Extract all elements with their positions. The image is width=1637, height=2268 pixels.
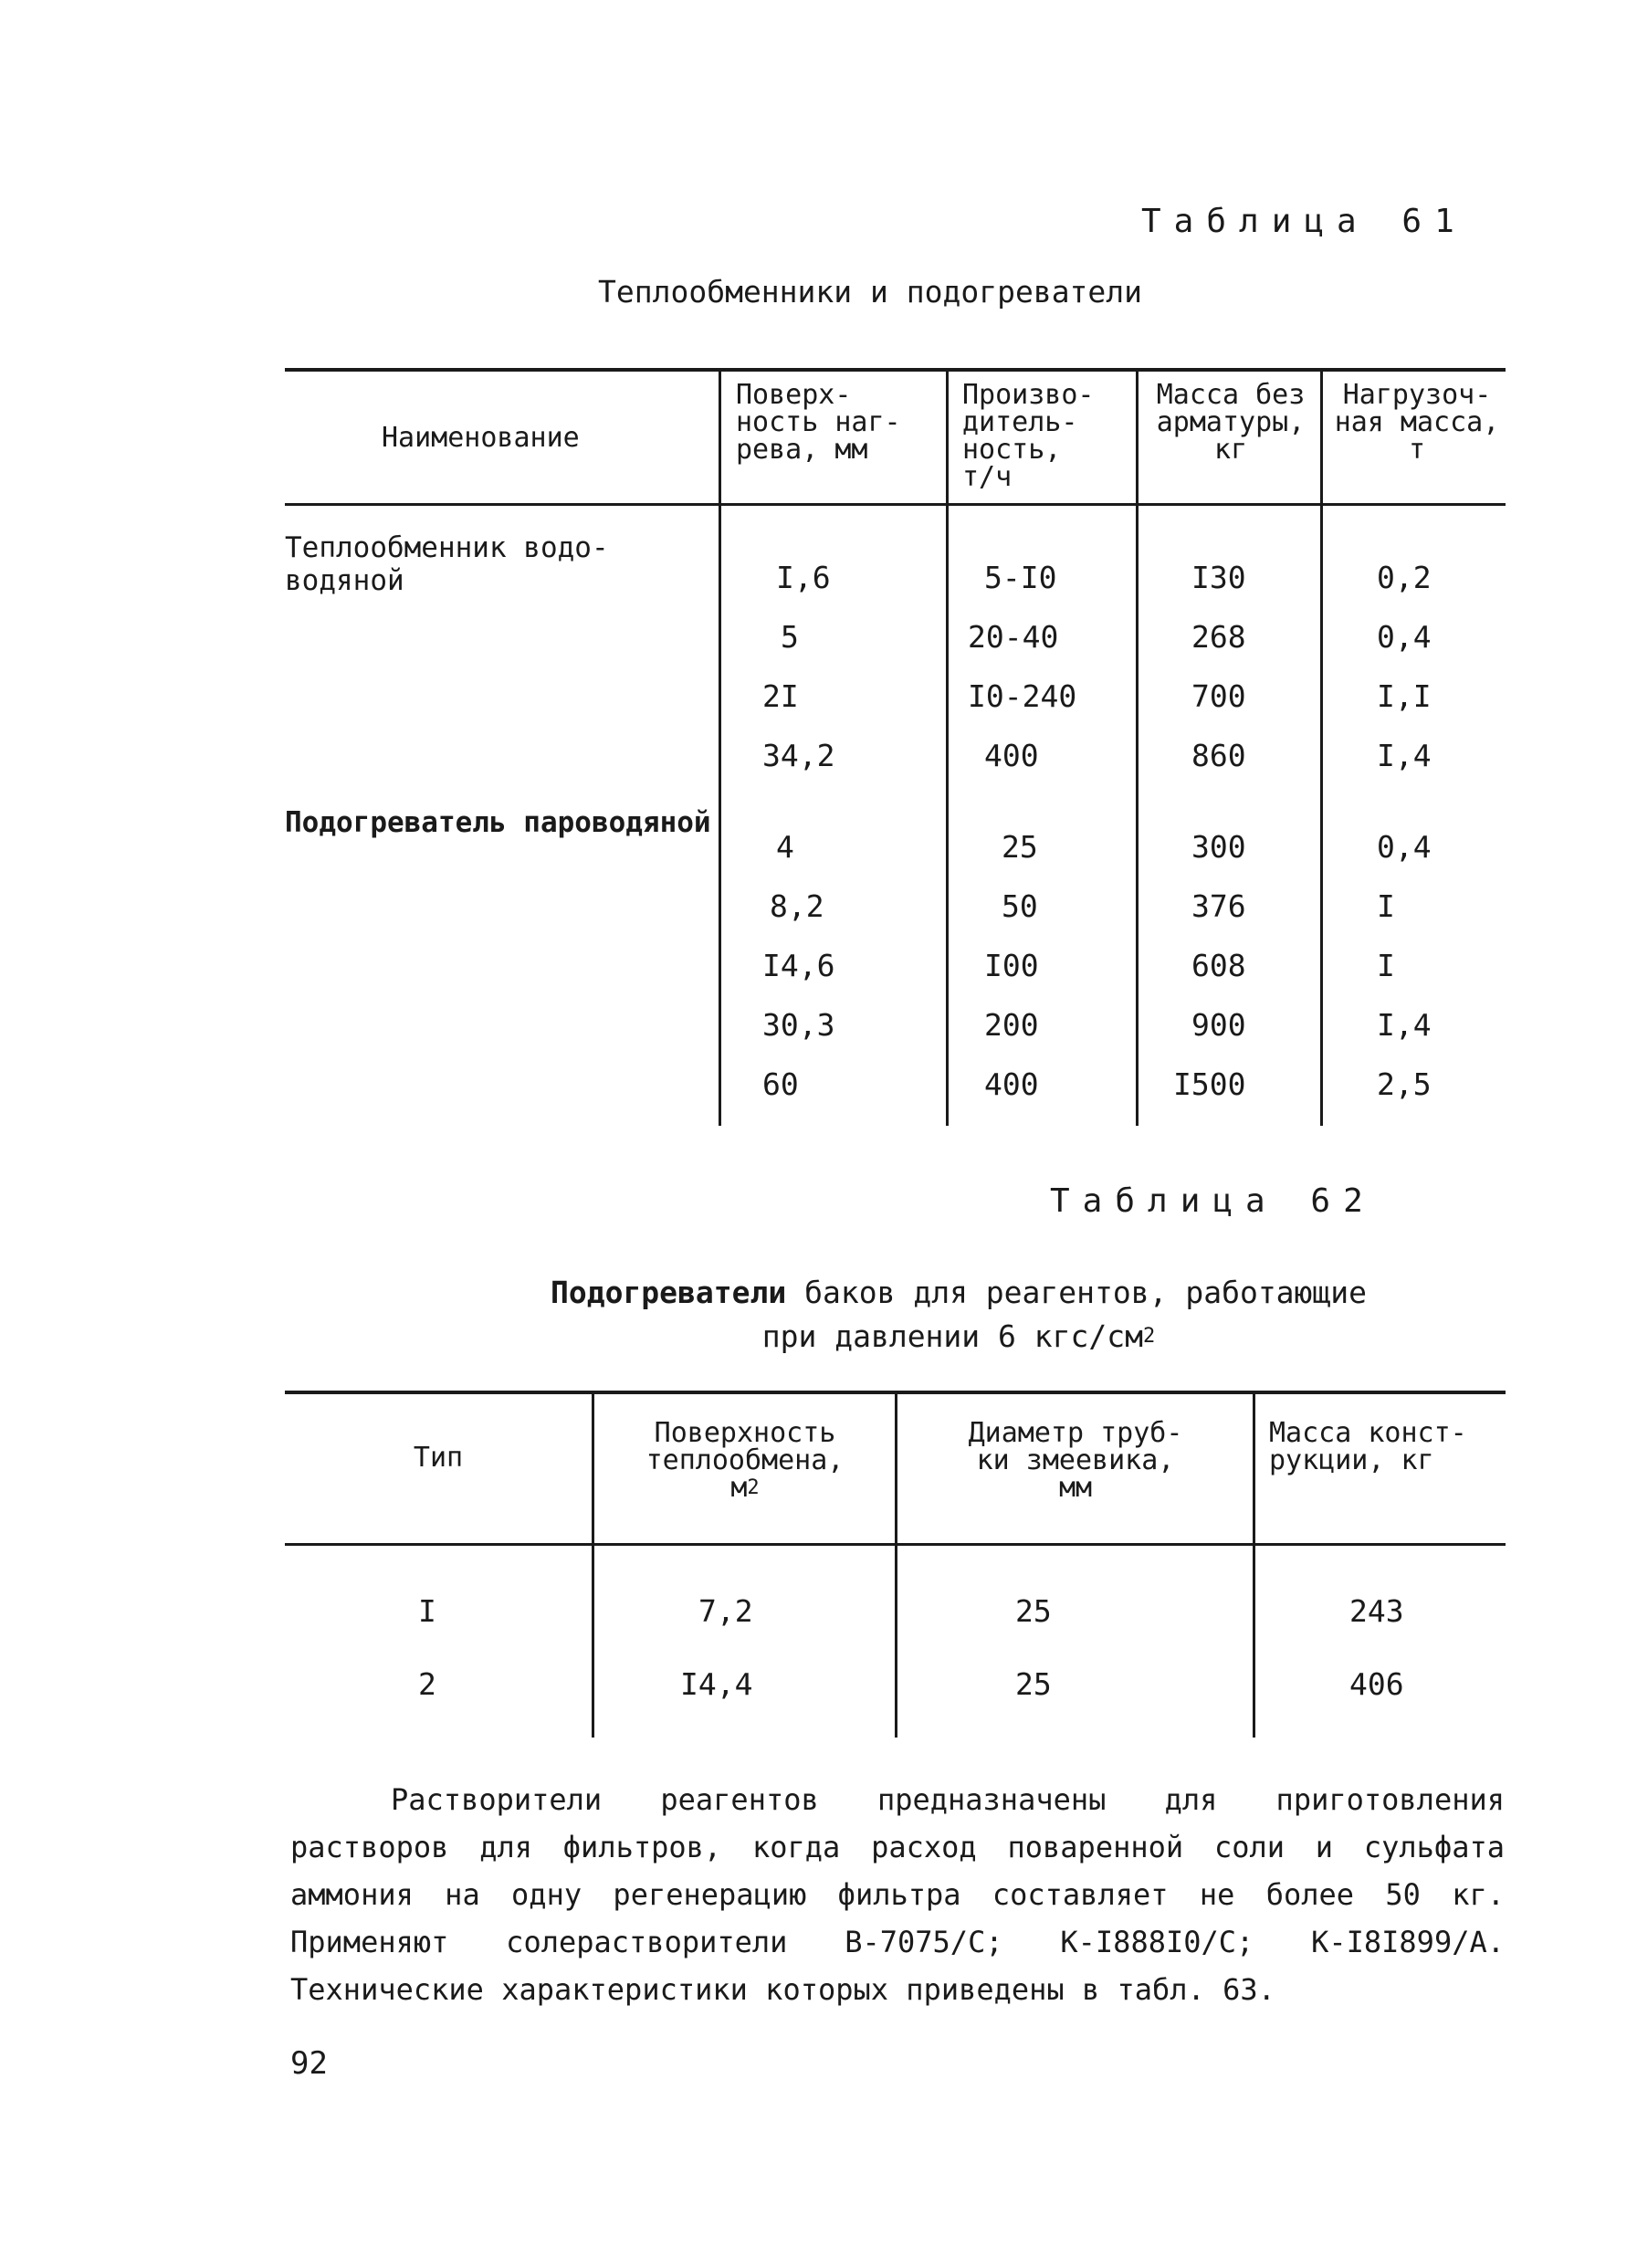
table-61-cell: 608 (1191, 948, 1246, 983)
table-61-cell: I4,6 (762, 948, 835, 983)
table-61-cell: 900 (1191, 1007, 1246, 1043)
table-61-cell: 0,4 (1377, 619, 1432, 655)
table-61-header-load: Нагрузоч- ная масса, т (1334, 379, 1500, 466)
table-61-cell: 30,3 (762, 1007, 835, 1043)
table-61-cell: 5 (781, 619, 799, 655)
table-62-title (411, 1271, 1506, 1359)
table-61-cell: 0,4 (1377, 829, 1432, 865)
table-62-cell: 2 (418, 1666, 436, 1702)
table-62-title-rest: баков для реагентов, работающие (804, 1275, 1368, 1310)
table-62-cell: I (418, 1593, 436, 1629)
table-61-cell: 20-40 (968, 619, 1059, 655)
table-62-cell: I4,4 (680, 1666, 753, 1702)
table-61-cell: 50 (1002, 888, 1038, 924)
table-61-cell: 400 (984, 738, 1039, 773)
table-61-header-mass: Масса без арматуры, кг (1156, 379, 1306, 466)
table-61-col-divider (946, 368, 949, 1126)
table-62-col-divider (1253, 1391, 1255, 1738)
table-61-header-name: Наименование (382, 422, 580, 454)
table-61-cell: 200 (984, 1007, 1039, 1043)
table-61-cell: 60 (762, 1066, 799, 1102)
table-62-label: Таблица 62 (1050, 1182, 1376, 1220)
table-61-cell: 2,5 (1377, 1066, 1432, 1102)
table-62-title-line-2 (411, 1315, 1506, 1359)
table-62-title-bold: Подогреватели (550, 1275, 787, 1310)
body-paragraph: Растворители реагентов предназначены для приготовления растворов для фильтров, когда расход поваренной соли и сульфата аммония на одну регенерацию фильтра составляет не более 50 кг. Применяют солерастворители В-7075/С; К-I888I0/С; К-I8I899/А. Технические характеристики которых приведены в табл. 63. (290, 1782, 1505, 2007)
table-61-cell: 4 (776, 829, 794, 865)
table-61-header-capacity: Произво- дитель- ность, т/ч (962, 379, 1095, 493)
table-61-cell: 25 (1002, 829, 1038, 865)
table-62-cell: 25 (1015, 1666, 1052, 1702)
table-62-title-line2-text: при давлении 6 кгс/см (761, 1318, 1143, 1354)
table-61-label: Таблица 61 (1141, 203, 1467, 240)
table-61-cell: 400 (984, 1066, 1039, 1102)
table-62-cell: 7,2 (698, 1593, 753, 1629)
table-61-cell: 0,2 (1377, 560, 1432, 595)
table-61-cell: I (1377, 948, 1395, 983)
table-62-header-type: Тип (413, 1442, 464, 1474)
table-61-cell: I,I (1377, 678, 1432, 714)
table-61-col-divider (1320, 368, 1323, 1126)
table-62-header-surface-text: Поверхность теплообмена, м (645, 1417, 845, 1504)
table-61-cell: 860 (1191, 738, 1246, 773)
table-61-col-divider (1136, 368, 1139, 1126)
table-62-title-sup: 2 (1142, 1325, 1156, 1348)
table-62-cell: 243 (1349, 1593, 1404, 1629)
table-61-cell: 2I (762, 678, 799, 714)
table-61-cell: I0-240 (968, 678, 1077, 714)
table-62-col-divider (895, 1391, 897, 1738)
table-62-header-diameter: Диаметр труб- ки змеевика, мм (968, 1417, 1183, 1504)
table-61-group-water: Теплообменник водо-водяной (285, 531, 609, 597)
table-61-cell: I,6 (776, 560, 831, 595)
table-61-group-steam: Подогреватель пароводяной (285, 806, 711, 839)
table-61-cell: I,4 (1377, 738, 1432, 773)
table-61-header-surface: Поверх- ность наг- рева, мм (736, 379, 901, 466)
table-62-cell: 406 (1349, 1666, 1404, 1702)
table-61-cell: 300 (1191, 829, 1246, 865)
table-61-cell: 268 (1191, 619, 1246, 655)
table-62-title-line-1 (411, 1271, 1506, 1315)
table-61-cell: 34,2 (762, 738, 835, 773)
table-61-cell: I,4 (1377, 1007, 1432, 1043)
table-61-cell: 5-I0 (984, 560, 1057, 595)
table-62-header-surface (595, 1417, 895, 1504)
table-61-title: Теплообменники и подогреватели (598, 274, 1143, 310)
table-61-cell: I30 (1191, 560, 1246, 595)
table-62-col-divider (592, 1391, 594, 1738)
table-61-cell: I500 (1173, 1066, 1246, 1102)
table-62-cell: 25 (1015, 1593, 1052, 1629)
table-61-col-divider (719, 368, 721, 1126)
table-62-header-sup: 2 (747, 1476, 760, 1499)
page-number: 92 (290, 2045, 328, 2082)
table-61-cell: I (1377, 888, 1395, 924)
table-61-cell: I00 (984, 948, 1039, 983)
table-61-cell: 376 (1191, 888, 1246, 924)
table-62-header-mass: Масса конст- рукции, кг (1269, 1417, 1467, 1476)
table-61-cell: 8,2 (770, 888, 824, 924)
table-61-cell: 700 (1191, 678, 1246, 714)
